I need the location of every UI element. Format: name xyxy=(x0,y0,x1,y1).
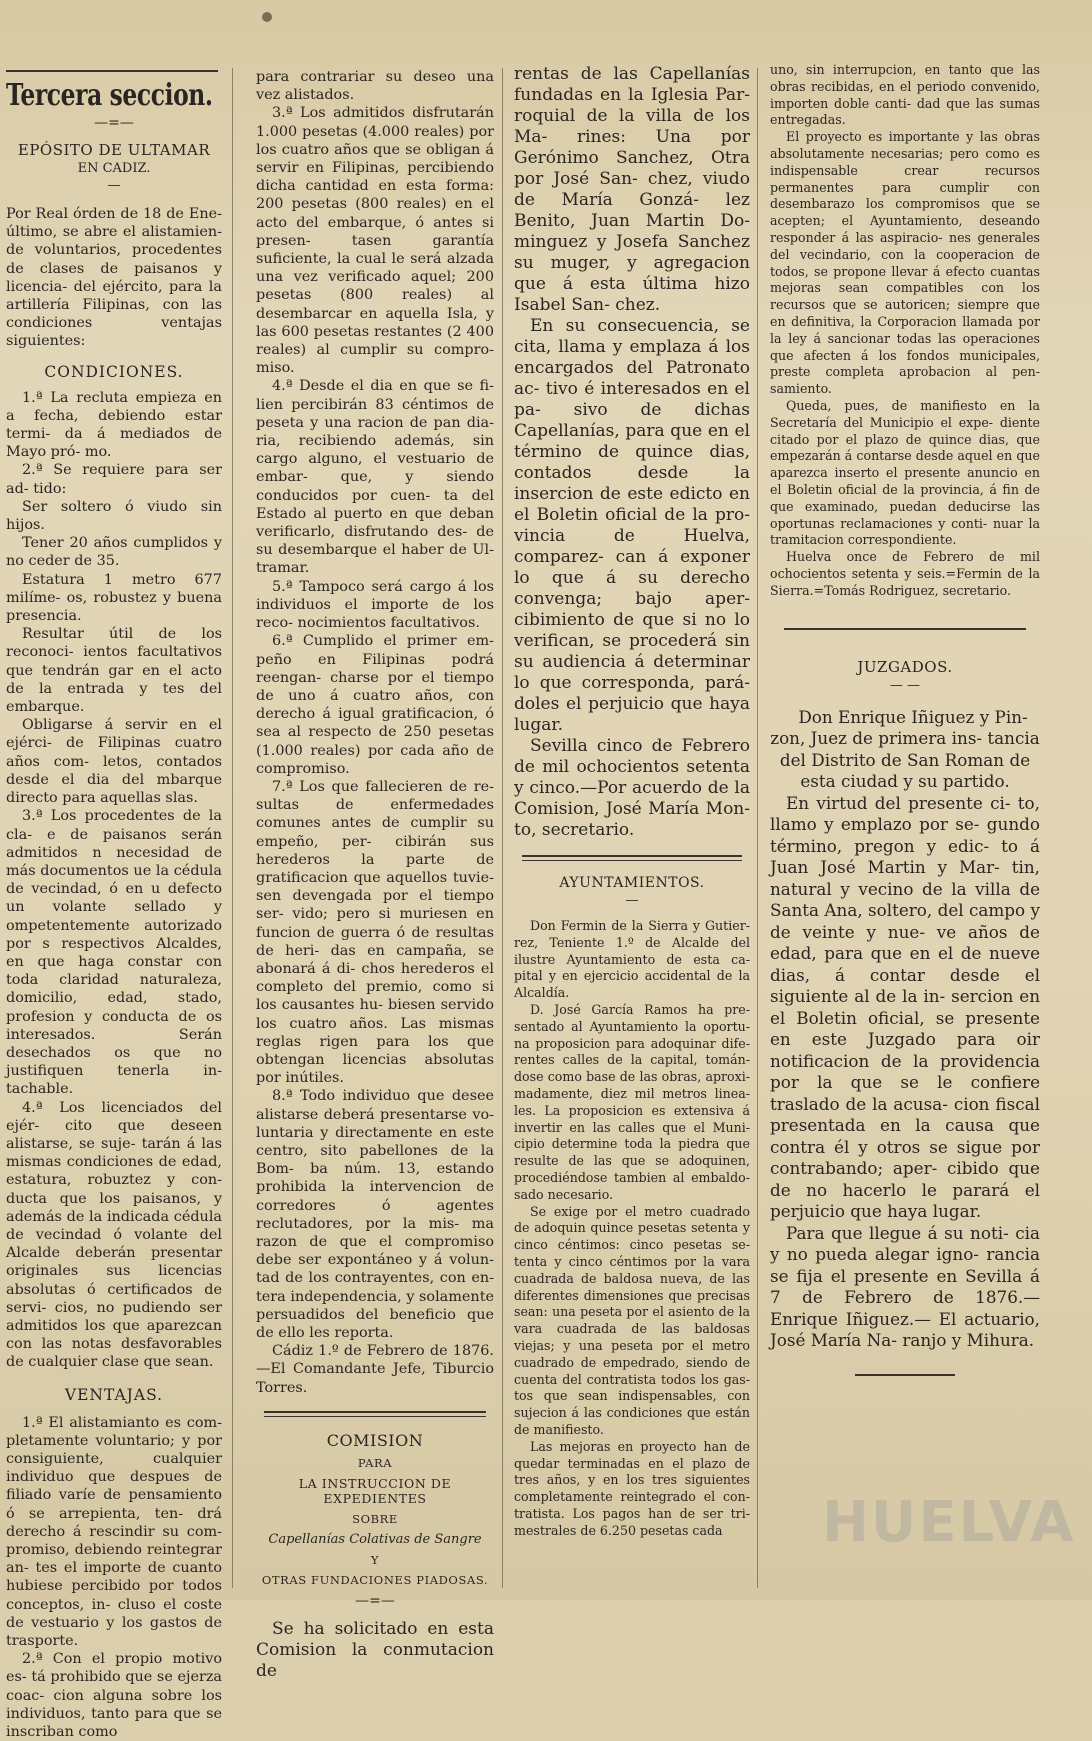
column-rule xyxy=(757,68,758,1588)
deposito-subheading: EN CADIZ. xyxy=(77,161,151,176)
secretaria-paragraph: Queda, pues, de manifiesto en la Secretaría del Municipio el expe- diente citado por el plazo de quince dias, que empezarán á contarse desde aquel en que aparezca inserto el presente anuncio en el Boletin oficial de la provincia, á fin de que examinado, puedan deducirse las oportunas reclamaciones y conti- nuar la tramitacion correspondiente. xyxy=(770,397,1040,548)
advantage-6: 6.ª Cumplido el primer em- peño en Filipinas podrá reengan- charse por el tiempo de uno á cuatro años, con derecho á igual gratificacion, ó sea al respecto de 250 pesetas (1.000 reales) por cada año de compromiso. xyxy=(256,633,494,777)
dash: — — xyxy=(889,677,921,693)
mejoras-paragraph: Las mejoras en proyecto han de quedar terminadas en el plazo de tres años, y en los tres siguientes completamente reintegrado el con- tratista. Los pagos han de ser tri- mestrales de 6.250 pesetas cada xyxy=(514,1438,750,1538)
advantage-1: 1.ª El alistamianto es com- pletamente voluntario; y por consiguiente, cualquier individuo que despues de filiado varíe de pensamiento ó se arrepienta, ten- drá derecho á rescindir su com- promiso, debiendo reintegrar an- tes el importe de cuanto hubiese percibido por todos conceptos, in- cluso el coste de vestuario y los gastos de trasporte. xyxy=(6,1414,222,1650)
horizontal-rule xyxy=(784,628,1026,630)
signature: Cádiz 1.º de Febrero de 1876. —El Comandante Jefe, Tiburcio Torres. xyxy=(256,1343,494,1396)
alcalde-paragraph: Don Fermin de la Sierra y Gutier- rez, Teniente 1.º de Alcalde del ilustre Ayuntamiento de esta ca- pital y en ejercicio accidental de la Alcaldía. xyxy=(514,918,750,1001)
deposito-heading: EPÓSITO DE ULTAMAR xyxy=(17,141,211,159)
juez-paragraph: Don Enrique Iñiguez y Pin- zon, Juez de primera ins- tancia del Distrito de San Roman de esta ciudad y su partido. xyxy=(770,706,1040,791)
advantages-heading: VENTAJAS. xyxy=(64,1385,164,1404)
continuation-paragraph: para contrariar su deseo una vez alistados. xyxy=(256,69,494,104)
y-label: Y xyxy=(370,1552,380,1567)
condition-2d: Resultar útil de los reconoci- ientos facultativos que tendrán gar en el acto de la entrada y tes del embarque. xyxy=(6,626,222,716)
para-label: PARA xyxy=(357,1455,393,1470)
condition-2c: Estatura 1 metro 677 milíme- os, robustez y buena presencia. xyxy=(6,571,222,625)
huelva-signature: Huelva once de Febrero de mil ochocientos setenta y seis.=Fermin de la Sierra.=Tomás Rodriguez, secretario. xyxy=(770,549,1040,598)
top-rule xyxy=(6,70,218,72)
proyecto-paragraph: El proyecto es importante y las obras absolutamente necesarias; pero como es indispensable crear recursos permanentes para cumplir con desembarazo los compromisos que se acepten; el Ayuntamiento, deseando responder á las aspiracio- nes generales del vecindario, con la cooperacion de todos, se propone llevar á efecto cuantas mejoras sean compatibles con los recursos que se autoricen; siempre que en definitiva, la Corporacion llamada por la ley á sancionar todas las operaciones que afecten á los fondos municipales, preste completa aprobacion al pen- samiento. xyxy=(770,129,1040,397)
separator: —=— xyxy=(94,115,134,131)
edicto-paragraph: En virtud del presente ci- to, llamo y emplazo por se- gundo término, pregon y edic- to á Juan José Martin y Mar- tin, natural y vecino de la villa de Santa Ana, soltero, del campo y de veinte y nue- ve años de edad, para que en el de nueve dias, á contar desde el siguiente al de la in- sercion en el Boletin oficial, se presente en este Juzgado para oir notificacion de la providencia por la que se le confiere traslado de la acusa- cion fiscal presentada en la causa que contra él y otros se sigue por contrabando; aper- cibido que de no hacerlo le parará el perjuicio que haya lugar. xyxy=(770,792,1040,1221)
capellanias-paragraph: rentas de las Capellanías fundadas en la Iglesia Par- roquial de la villa de los Ma- rines: Una por Gerónimo Sanchez, Otra por José San- chez, viudo de María Gonzá- lez Benito, Juan Martin Do- minguez y Josefa Sanchez su muger, y agregacion que á esta última hizo Isabel San- chez. xyxy=(514,64,750,315)
fijacion-paragraph: Para que llegue á su noti- cia y no pueda alegar igno- rancia se fija el presente en Sevilla á 7 de Febrero de 1876.—Enrique Iñiguez.— El actuario, José María Na- ranjo y Mihura. xyxy=(770,1222,1040,1350)
separator: —=— xyxy=(355,1592,395,1609)
condition-1: 1.ª La recluta empieza en a fecha, debiendo estar termi- da á mediados de Mayo pró- mo. xyxy=(6,389,222,461)
column-rule xyxy=(232,68,233,1588)
advantage-7: 7.ª Los que fallecieren de re- sultas de enfermedades comunes antes de cumplir su empeño, per- cibirán sus herederos la parte de gratificacion que aquellos tuvie- sen devengada por el tiempo ser- vido; pero si muriesen en funcion de guerra ó de resultas de heri- das en campaña, se abonará á di- chos herederos el completo del premio, como si los causantes hu- biesen servido los cuatro años. Las mismas reglas rigen para los que obtengan licencias absolutas por inútiles. xyxy=(256,778,494,1087)
section-title: Tercera seccion. xyxy=(6,78,213,113)
juzgados-heading: JUZGADOS. xyxy=(857,657,953,676)
ayuntamientos-heading: AYUNTAMIENTOS. xyxy=(559,875,705,891)
proposicion-paragraph: D. José García Ramos ha pre- sentado al Ayuntamiento la oportu- na proposicion para adoquinar dife- rentes calles de la capital, tomán- dose como base de las obras, aproxi- madamente, diez mil metros linea- les. La proposicion es extensiva á invertir en las calles que el Muni- cipio determine toda la piedra que resulte de las que se adoquinen, procediéndose tambien al embaldo- sado necesario. xyxy=(514,1001,750,1202)
continuation-paragraph: uno, sin interrupcion, en tanto que las obras recibidas, en el periodo convenido, importen doble canti- dad que las sumas entregadas. xyxy=(770,62,1040,128)
otras-label: OTRAS FUNDACIONES PIADOSAS. xyxy=(261,1572,489,1587)
instruccion-label: LA INSTRUCCION DE EXPEDIENTES xyxy=(298,1475,452,1506)
column-1 xyxy=(0,0,228,1741)
condition-3: 3.ª Los procedentes de la cla- e de paisanos serán admitidos n necesidad de más documentos ue la cédula de vecindad, ó en u defecto un volante sellado y ompetentemente autorizado por s respectivos Alcaldes, en que haga constar con toda claridad naturaleza, domicilio, edad, stado, profesion y conducta de os interesados. Serán desechados os que no justifiquen tenerla in- tachable. xyxy=(6,808,222,1098)
column-4 xyxy=(760,0,1046,1600)
precios-paragraph: Se exige por el metro cuadrado de adoquin quince pesetas setenta y cinco céntimos: cinco pesetas se- tenta y cinco céntimos por la vara cuadrada de baldosa nueva, de las diferentes dimensiones que precisas sean: una peseta por el asiento de la vara cuadrada de las baldosas viejas; y una peseta por el metro cuadrado de empedrado, siendo de cuenta del contratista todos los gas- tos que sean indispensables, con sujecion á las condiciones que están de manifiesto. xyxy=(514,1203,750,1437)
condition-4: 4.ª Los licenciados del ejér- cito que deseen alistarse, se suje- tarán á las mismas condiciones de edad, estatura, robuztez y con- ducta que los paisanos, y además de la indicada cédula de vecindad ó volante del Alcalde deberán presentar originales sus licencias absolutas ó certificados de servi- cios, no pudiendo ser admitidos los que aparezcan con las notas desfavorables de cualquier clase que sean. xyxy=(6,1099,222,1371)
sobre-label: SOBRE xyxy=(352,1511,398,1526)
column-2 xyxy=(238,0,500,1681)
condition-2e: Obligarse á servir en el ejérci- de Filipinas cuatro años com- letos, contados desde el dia del mbarque directo para aquellas slas. xyxy=(6,717,222,807)
capellanias-label: Capellanías Colativas de Sangre xyxy=(268,1531,482,1547)
comision-text: Se ha solicitado en esta Comision la conmutacion de xyxy=(256,1618,494,1681)
dash: — xyxy=(107,178,121,193)
advantage-3: 3.ª Los admitidos disfrutarán 1.000 pesetas (4.000 reales) por los cuatro años que se obligan á servir en Filipinas, percibiendo dicha cantidad en esta forma: 200 pesetas (800 reales) en el acto del embarque, ó antes si presen- tasen garantía suficiente, la cual le será alzada una vez verificado aquel; 200 pesetas (800 reales) al desembarcar en aquella Isla, y las 600 pesetas restantes (2 400 reales) al cumplir su compro- miso. xyxy=(256,105,494,377)
column-rule xyxy=(502,68,503,1588)
library-stamp: HUELVA xyxy=(822,1490,1076,1555)
comision-heading: COMISION xyxy=(326,1430,424,1450)
intro-paragraph: Por Real órden de 18 de Ene- último, se abre el alistamien- de voluntarios, procedentes de clases de paisanos y licencia- del ejército, para la artillería Filipinas, con las condiciones ventajas siguientes: xyxy=(6,206,222,350)
horizontal-rule xyxy=(522,855,742,861)
conditions-heading: CONDICIONES. xyxy=(44,362,184,381)
sevilla-signature: Sevilla cinco de Febrero de mil ochocientos setenta y cinco.—Por acuerdo de la Comision, José María Mon- to, secretario. xyxy=(514,736,750,840)
dash: — xyxy=(625,893,639,908)
column-3 xyxy=(506,0,756,1600)
horizontal-rule xyxy=(264,1411,486,1417)
emplazamiento-paragraph: En su consecuencia, se cita, llama y emplaza á los encargados del Patronato ac- tivo é interesados en el pa- sivo de dichas Capellanías, para que en el término de quince dias, contados desde la insercion de este edicto en el Boletin oficial de la pro- vincia de Huelva, comparez- can á exponer lo que á su derecho convenga; bajo aper- cibimiento de que si no lo verifican, se procederá sin su audiencia á determinar lo que corresponda, pará- doles el perjuicio que haya lugar. xyxy=(514,316,750,735)
advantage-5: 5.ª Tampoco será cargo á los individuos el importe de los reco- nocimientos facultativos. xyxy=(256,578,494,632)
condition-2: 2.ª Se requiere para ser ad- tido: xyxy=(6,462,222,497)
advantage-4: 4.ª Desde el dia en que se fi- lien percibirán 83 céntimos de peseta y una racion de pan dia- ria, recibiendo además, sin cargo alguno, el vestuario de embar- que, y siendo conducidos por cuen- ta del Estado al puerto en que deban verificarlo, disfrutando des- de su desembarque el haber de Ul- tramar. xyxy=(256,378,494,577)
condition-2b: Tener 20 años cumplidos y no ceder de 35. xyxy=(6,535,222,570)
advantage-8: 8.ª Todo individuo que desee alistarse deberá presentarse vo- luntaria y directamente en este centro, sito pabellones de la Bom- ba núm. 13, estando prohibida la intervencion de corredores ó agentes reclutadores, por la mis- ma razon de que el compromiso debe ser expontáneo y á volun- tad de los contrayentes, con en- tera independencia, y solamente persuadidos del beneficio que de ello les reporta. xyxy=(256,1088,494,1342)
condition-2a: Ser soltero ó viudo sin hijos. xyxy=(6,498,222,534)
advantage-2: 2.ª Con el propio motivo es- tá prohibido que se ejerza coac- cion alguna sobre los individuos, tanto para que se inscriban como xyxy=(6,1651,222,1741)
end-rule xyxy=(855,1374,955,1376)
